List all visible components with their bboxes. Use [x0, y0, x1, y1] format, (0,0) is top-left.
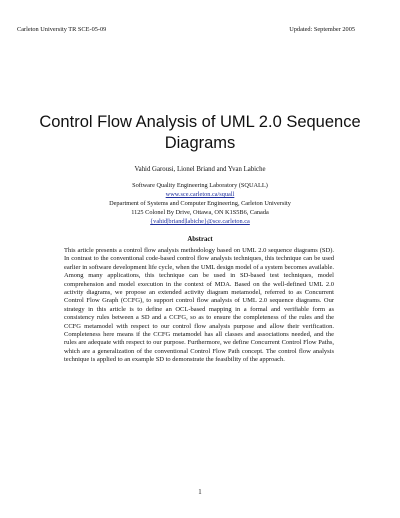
postal-address: 1125 Colonel By Drive, Ottawa, ON K1S5B6, Canada	[131, 209, 269, 216]
abstract-body: This article presents a control flow analysis methodology based on UML 2.0 sequence diagrams (SD). In contrast to the conventional code-based control flow analysis techniques, this technique can be used earlier in software development life cycle, when the UML design model of a system becomes available. Among many applications, this technique can be used in SD-based test techniques, model comprehension and model execution in the context of MDA. Based on the well-defined UML 2.0 activity diagrams, we propose an extended activity diagram metamodel, referred to as Concurrent Control Flow Graph (CCFG), to support control flow analysis of UML 2.0 sequence diagrams. Our strategy in this article is to define an OCL-based mapping in a formal and verifiable form as consistency rules between a SD and a CCFG, so as to ensure the completeness of the rules and the CCFG metamodel with respect to our control flow analysis purpose and allow their verification. Completeness here means if the CCFG metamodel has all classes and associations needed, and the rules are adequate with respect to our purpose. Furthermore, we define Concurrent Control Flow Paths, which are a generalization of the conventional Control Flow Path concept. The control flow analysis technique is applied to an example SD to demonstrate the feasibility of the approach.	[64, 247, 334, 364]
header-updated-date: Updated: September 2005	[289, 26, 355, 33]
lab-link[interactable]: www.sce.carleton.ca/squall	[165, 191, 235, 198]
department-name: Department of Systems and Computer Engineering, Carleton University	[109, 200, 291, 207]
paper-title: Control Flow Analysis of UML 2.0 Sequence Diagrams	[39, 113, 361, 152]
header-report-id: Carleton University TR SCE-05-09	[17, 26, 107, 33]
author-list: Vahid Garousi, Lionel Briand and Yvan Labiche	[134, 166, 266, 173]
affiliation-block	[0, 181, 400, 226]
lab-name: Software Quality Engineering Laboratory (SQUALL)	[132, 182, 268, 189]
email-link[interactable]: {vahid|briand|labiche}@sce.carleton.ca	[150, 218, 250, 225]
abstract-heading: Abstract	[187, 236, 213, 243]
page-number: 1	[198, 489, 202, 496]
page-header	[17, 26, 355, 33]
